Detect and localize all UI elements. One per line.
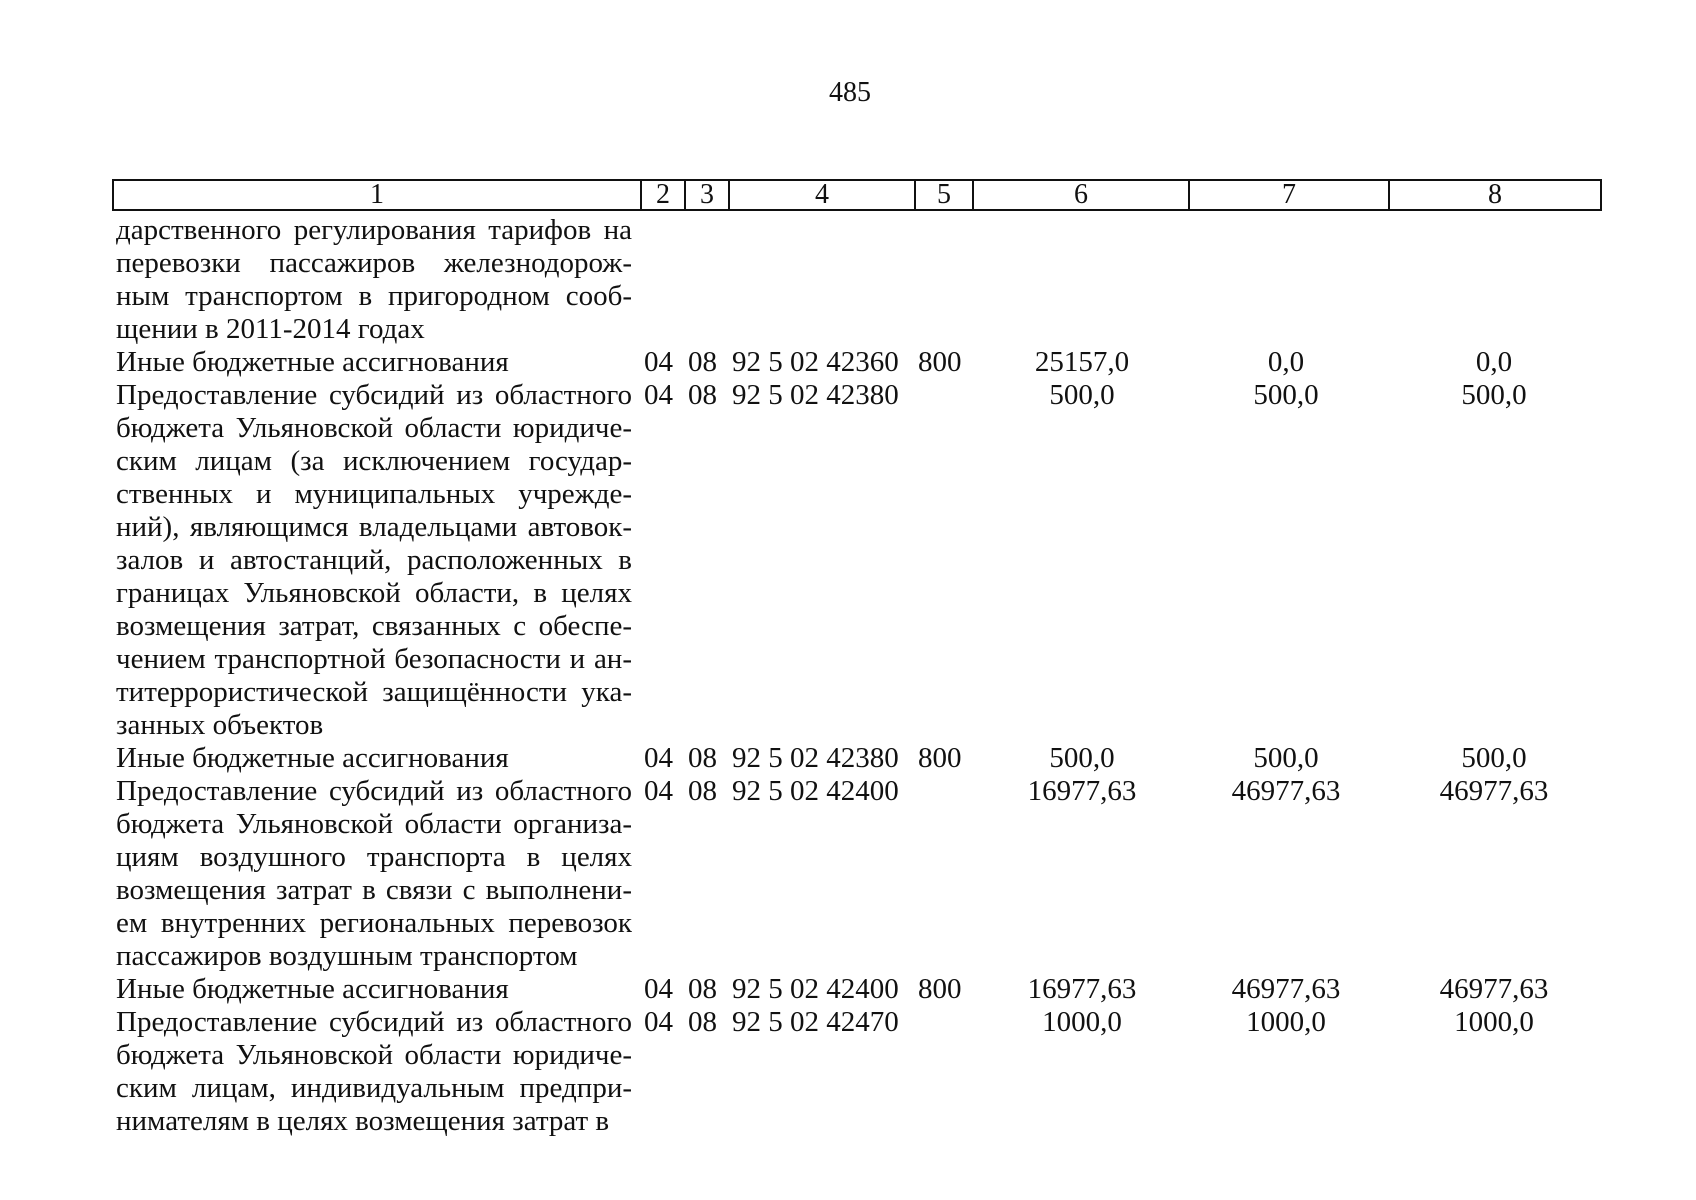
row-description: Иные бюджетные ассигнования	[116, 973, 509, 1005]
section-code: 04	[644, 379, 673, 411]
amount-col-7: 1000,0	[1246, 1006, 1326, 1038]
target-article-code: 92 5 02 42380	[732, 379, 899, 411]
column-header-6: 6	[973, 180, 1189, 210]
amount-col-6: 16977,63	[1027, 973, 1137, 1005]
row-description: Предоставление субсидий из областного бюджета Ульяновской области юридиче-ским лицам, индивидуальным предпри-нимателям в целях возмещения затрат в	[116, 1006, 632, 1137]
amount-col-7	[1188, 214, 1388, 346]
subsection-code: 08	[688, 742, 717, 774]
row-description: Иные бюджетные ассигнования	[116, 346, 509, 378]
amount-col-7: 46977,63	[1231, 973, 1341, 1005]
target-article-code: 92 5 02 42400	[732, 973, 899, 1005]
table-row	[112, 973, 1600, 1006]
amount-col-8: 0,0	[1475, 346, 1513, 378]
amount-col-7: 0,0	[1267, 346, 1305, 378]
amount-col-6: 500,0	[1049, 742, 1115, 774]
section-code: 04	[644, 775, 673, 807]
table-row	[112, 379, 1600, 742]
column-header-5: 5	[915, 180, 973, 210]
amount-col-7: 500,0	[1253, 742, 1319, 774]
amount-col-8: 500,0	[1461, 379, 1527, 411]
subsection-code: 08	[688, 973, 717, 1005]
expense-type-code	[914, 1006, 972, 1138]
column-header-7: 7	[1189, 180, 1389, 210]
page-number: 485	[829, 77, 871, 108]
section-code: 04	[644, 346, 673, 378]
column-header-3: 3	[685, 180, 729, 210]
table-row	[112, 742, 1600, 775]
row-description: дарственного регулирования тарифов на перевозки пассажиров железнодорож-ным транспортом в пригородном сооб-щении в 2011-2014 годах	[116, 214, 632, 345]
amount-col-6: 1000,0	[1042, 1006, 1122, 1038]
table-row	[112, 214, 1600, 346]
column-header-8: 8	[1389, 180, 1601, 210]
expense-type-code: 800	[918, 346, 962, 378]
expense-type-code: 800	[918, 742, 962, 774]
column-header-table	[112, 179, 1602, 211]
section-code: 04	[644, 973, 673, 1005]
section-code: 04	[644, 1006, 673, 1038]
subsection-code: 08	[688, 346, 717, 378]
table-row	[112, 775, 1600, 973]
table-row	[112, 346, 1600, 379]
amount-col-6: 16977,63	[1027, 775, 1137, 807]
column-header-2: 2	[641, 180, 685, 210]
target-article-code: 92 5 02 42360	[732, 346, 899, 378]
column-header-row	[113, 180, 1601, 210]
subsection-code	[684, 214, 728, 346]
amount-col-6: 25157,0	[1034, 346, 1130, 378]
subsection-code: 08	[688, 379, 717, 411]
target-article-code	[728, 214, 914, 346]
amount-col-8: 500,0	[1461, 742, 1527, 774]
subsection-code: 08	[688, 1006, 717, 1038]
row-description: Иные бюджетные ассигнования	[116, 742, 509, 774]
target-article-code: 92 5 02 42400	[732, 775, 899, 807]
row-description: Предоставление субсидий из областного бюджета Ульяновской области организа-циям воздушного транспорта в целях возмещения затрат в связи с выполнени-ем внутренних региональных перевозок пассажиров воздушным транспортом	[116, 775, 632, 972]
budget-table	[112, 214, 1600, 1138]
section-code: 04	[644, 742, 673, 774]
expense-type-code	[914, 214, 972, 346]
subsection-code: 08	[688, 775, 717, 807]
target-article-code: 92 5 02 42470	[732, 1006, 899, 1038]
row-description: Предоставление субсидий из областного бюджета Ульяновской области юридиче-ским лицам (за исключением государ-ственных и муниципальных учрежде-ний), являющимся владельцами автовок-залов и автостанций, расположенных в границах Ульяновской области, в целях возмещения затрат, связанных с обеспе-чением транспортной безопасности и ан-титеррористической защищённости ука-занных объектов	[116, 379, 632, 741]
section-code	[640, 214, 684, 346]
amount-col-7: 500,0	[1253, 379, 1319, 411]
amount-col-8: 1000,0	[1454, 1006, 1534, 1038]
table-row	[112, 1006, 1600, 1138]
amount-col-8: 46977,63	[1439, 973, 1549, 1005]
expense-type-code	[914, 775, 972, 973]
amount-col-6: 500,0	[1049, 379, 1115, 411]
expense-type-code	[914, 379, 972, 742]
target-article-code: 92 5 02 42380	[732, 742, 899, 774]
amount-col-6	[972, 214, 1188, 346]
amount-col-7: 46977,63	[1231, 775, 1341, 807]
column-header-4: 4	[729, 180, 915, 210]
amount-col-8: 46977,63	[1439, 775, 1549, 807]
amount-col-8	[1388, 214, 1600, 346]
expense-type-code: 800	[918, 973, 962, 1005]
column-header-1: 1	[113, 180, 641, 210]
